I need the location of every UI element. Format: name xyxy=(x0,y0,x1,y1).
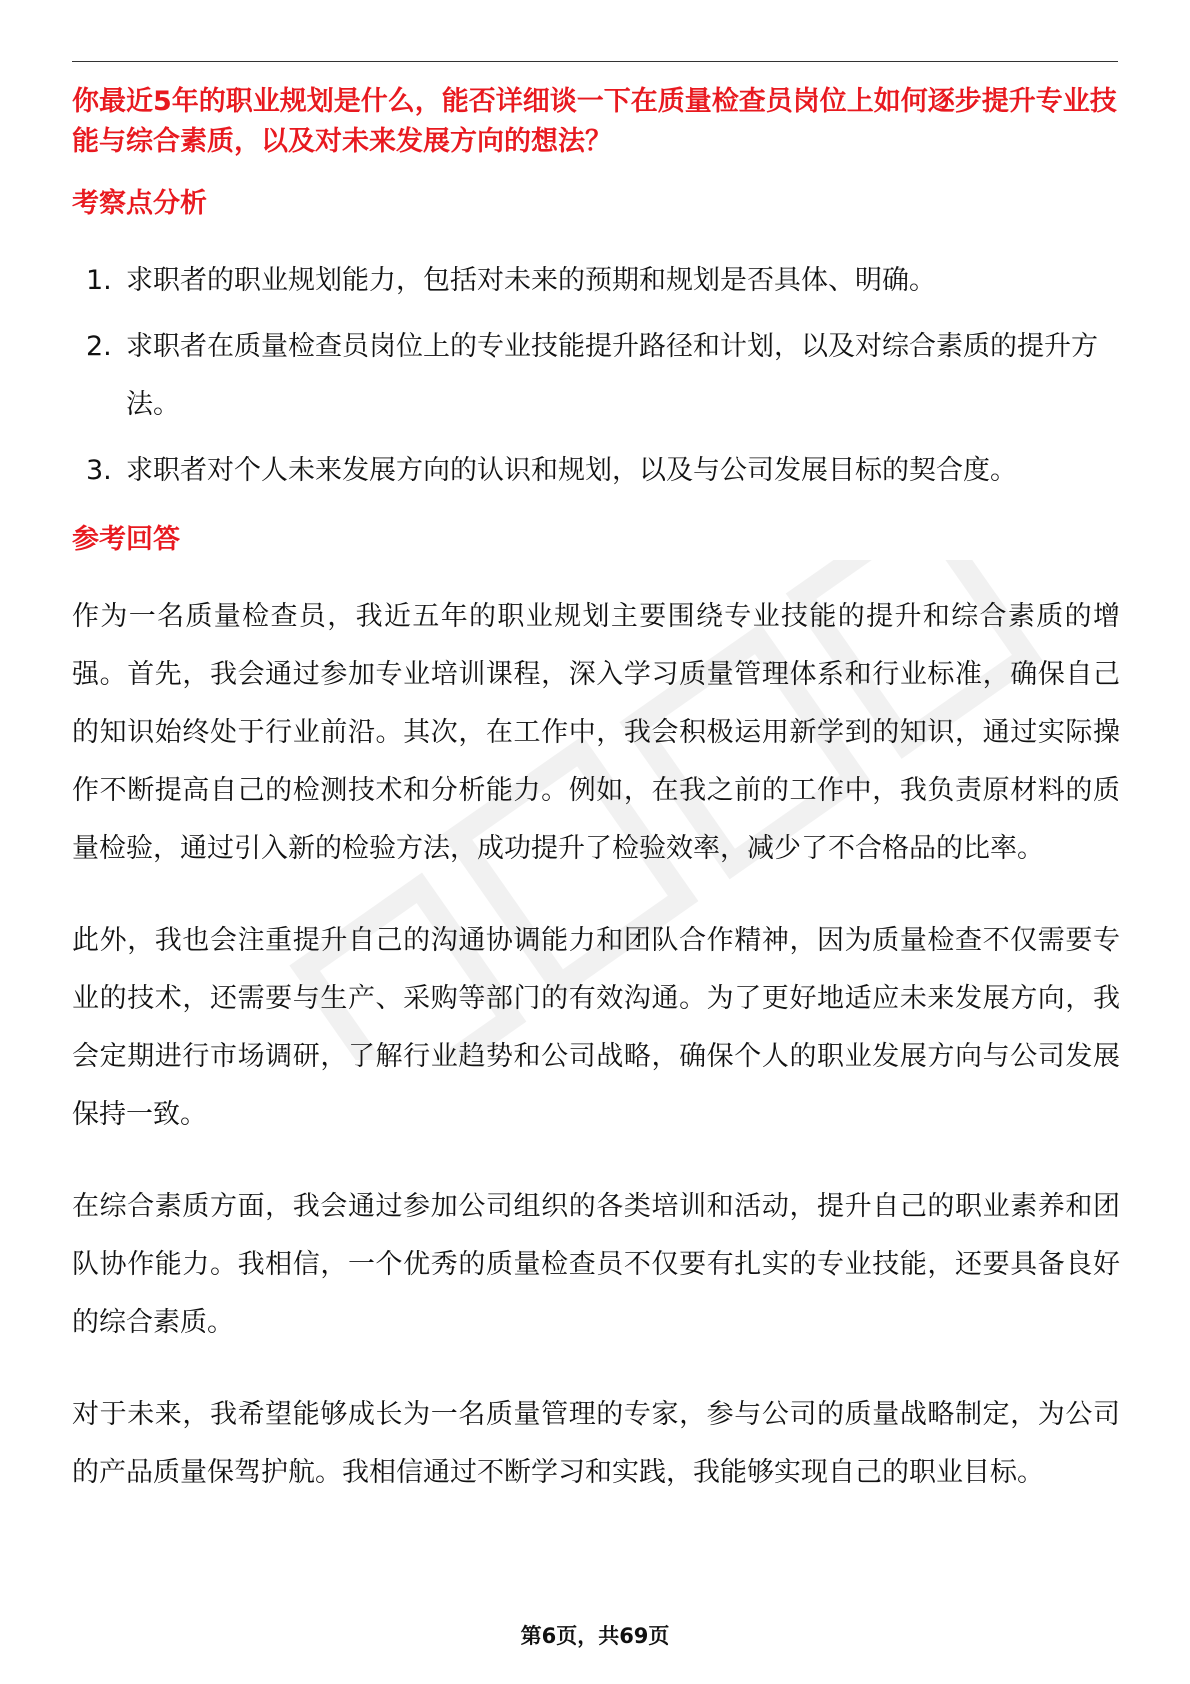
answer-paragraph: 作为一名质量检查员，我近五年的职业规划主要围绕专业技能的提升和综合素质的增强。首先，我会通过参加专业培训课程，深入学习质量管理体系和行业标准，确保自己的知识始终处于行业前沿。其次，在工作中，我会积极运用新学到的知识，通过实际操作不断提高自己的检测技术和分析能力。例如，在我之前的工作中，我负责原材料的质量检验，通过引入新的检验方法，成功提升了检验效率，减少了不合格品的比率。 xyxy=(72,601,1120,864)
answer-paragraph: 对于未来，我希望能够成长为一名质量管理的专家，参与公司的质量战略制定，为公司的产品质量保驾护航。我相信通过不断学习和实践，我能够实现自己的职业目标。 xyxy=(72,1399,1120,1488)
document-body xyxy=(72,82,1120,1502)
answer-section xyxy=(72,520,1120,1502)
analysis-section xyxy=(72,184,1120,500)
list-item xyxy=(72,252,1120,310)
list-item-text: 求职者对个人未来发展方向的认识和规划，以及与公司发展目标的契合度。 xyxy=(126,455,1017,486)
list-item xyxy=(72,442,1120,500)
answer-paragraph: 在综合素质方面，我会通过参加公司组织的各类培训和活动，提升自己的职业素养和团队协作能力。我相信，一个优秀的质量检查员不仅要有扎实的专业技能，还要具备良好的综合素质。 xyxy=(72,1191,1120,1338)
header-rule xyxy=(72,61,1118,62)
list-item xyxy=(72,318,1120,434)
list-item-text: 求职者的职业规划能力，包括对未来的预期和规划是否具体、明确。 xyxy=(126,265,936,296)
list-item-number: 1. xyxy=(86,265,112,296)
analysis-title: 考察点分析 xyxy=(72,188,207,219)
answer-title: 参考回答 xyxy=(72,524,180,555)
analysis-list xyxy=(72,252,1120,500)
page-footer: 第6页，共69页 xyxy=(520,1624,670,1648)
list-item-number: 2. xyxy=(86,331,112,362)
answer-body xyxy=(72,588,1120,1502)
list-item-text: 求职者在质量检查员岗位上的专业技能提升路径和计划，以及对综合素质的提升方法。 xyxy=(126,331,1098,420)
question-heading: 你最近5年的职业规划是什么，能否详细谈一下在质量检查员岗位上如何逐步提升专业技能与综合素质，以及对未来发展方向的想法？ xyxy=(72,86,1117,157)
answer-paragraph: 此外，我也会注重提升自己的沟通协调能力和团队合作精神，因为质量检查不仅需要专业的技术，还需要与生产、采购等部门的有效沟通。为了更好地适应未来发展方向，我会定期进行市场调研，了解行业趋势和公司战略，确保个人的职业发展方向与公司发展保持一致。 xyxy=(72,925,1120,1130)
list-item-number: 3. xyxy=(86,455,112,486)
